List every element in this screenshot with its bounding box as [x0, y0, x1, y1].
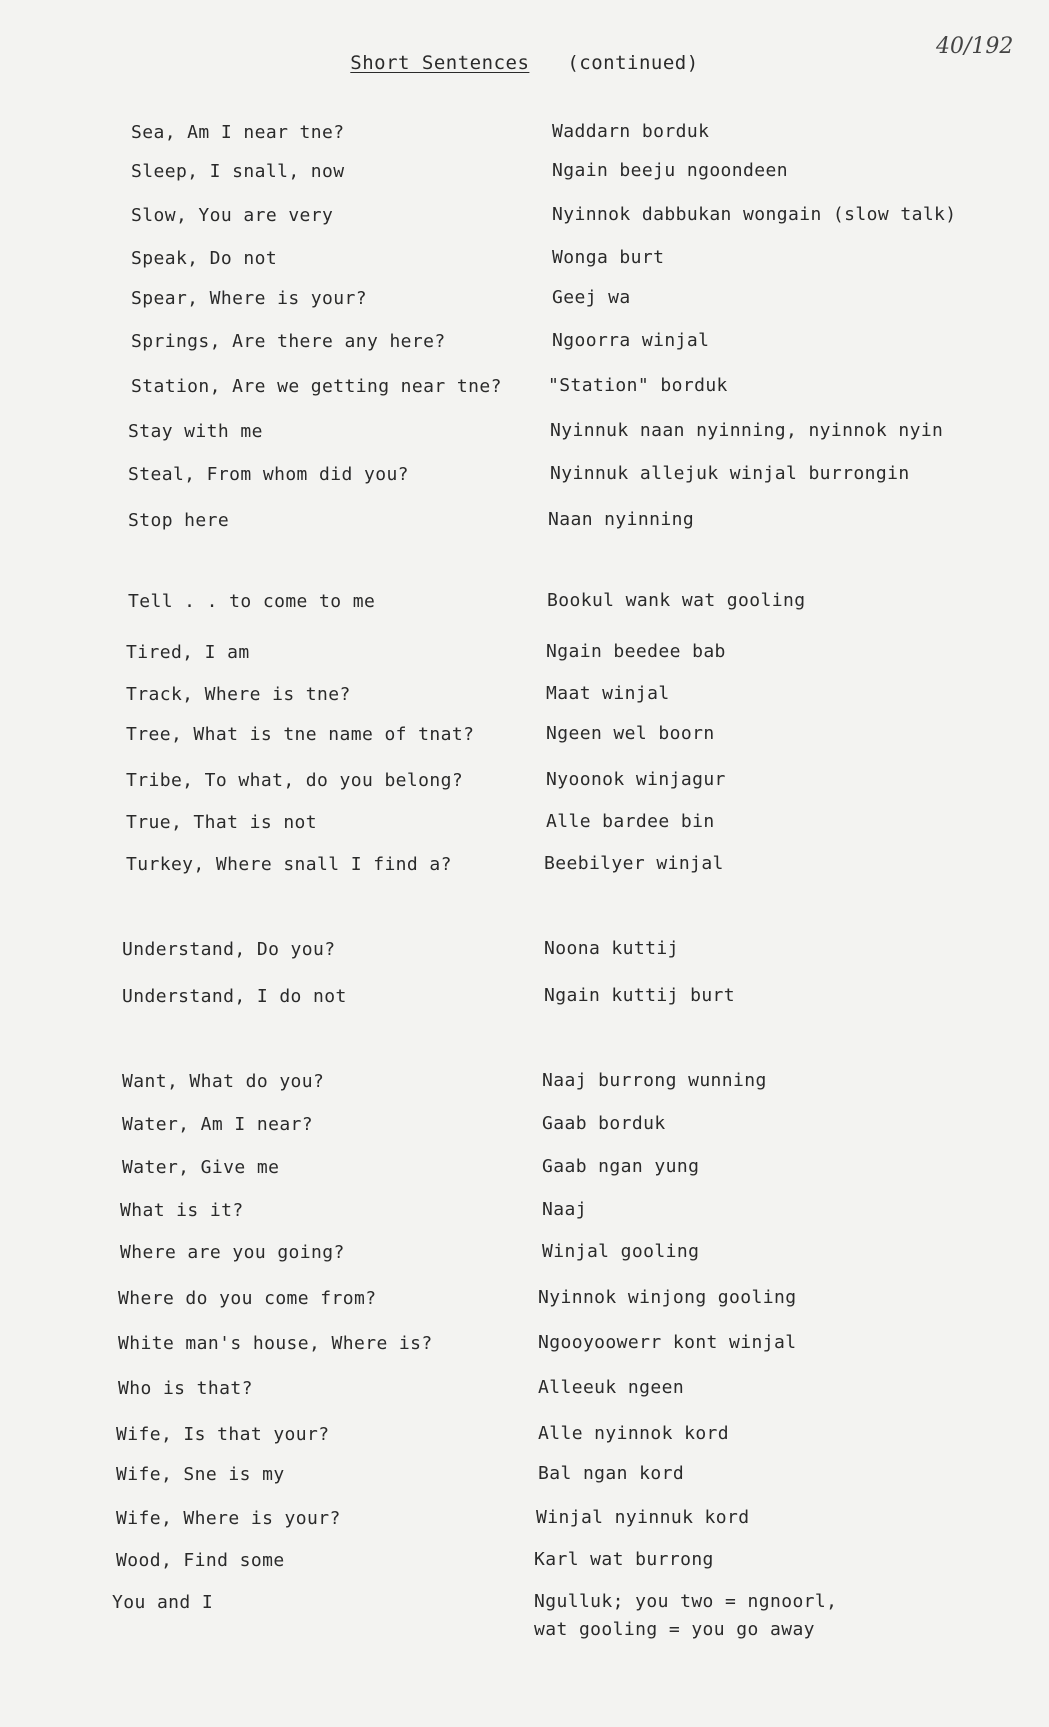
english-phrase: Water, Am I near?	[122, 1114, 314, 1135]
translation-line: Noona kuttij	[544, 938, 679, 959]
translation-line: Beebilyer winjal	[544, 853, 724, 874]
translation	[538, 1284, 796, 1312]
translation-line: Bookul wank wat gooling	[547, 590, 806, 611]
english-phrase: Speak, Do not	[131, 248, 278, 269]
english-phrase: Wood, Find some	[116, 1550, 285, 1571]
translation-line: Bal ngan kord	[538, 1463, 685, 1484]
translation	[542, 1153, 699, 1181]
translation	[547, 587, 805, 615]
translation-line: Naan nyinning	[548, 509, 695, 530]
translation	[546, 808, 715, 836]
english-phrase: Spear, Where is your?	[131, 288, 367, 309]
english-phrase: Track, Where is tne?	[126, 684, 351, 705]
page-number: 40/192	[936, 34, 1014, 59]
translation	[552, 327, 709, 355]
english-phrase: Turkey, Where snall I find a?	[126, 854, 452, 875]
page-header	[0, 52, 1049, 74]
section-title: Short Sentences	[350, 52, 530, 74]
translation	[552, 118, 709, 146]
english-phrase: Tell . . to come to me	[128, 591, 376, 612]
english-phrase: What is it?	[120, 1200, 244, 1221]
translation	[548, 372, 728, 400]
english-phrase: Sea, Am I near tne?	[131, 122, 345, 143]
translation-line: Ngain kuttij burt	[544, 985, 736, 1006]
translation-line: Ngoorra winjal	[552, 330, 710, 351]
translation	[542, 1067, 767, 1095]
translation	[538, 1329, 796, 1357]
english-phrase: Tree, What is tne name of tnat?	[126, 724, 475, 745]
english-phrase: Slow, You are very	[131, 205, 334, 226]
translation	[536, 1504, 750, 1532]
translation	[546, 680, 670, 708]
english-phrase: Understand, I do not	[122, 986, 347, 1007]
translation-line: Nyoonok winjagur	[546, 769, 726, 790]
english-phrase: Station, Are we getting near tne?	[131, 376, 502, 397]
translation	[552, 284, 631, 312]
translation	[534, 1546, 714, 1574]
translation-line: Naaj burrong wunning	[542, 1070, 767, 1091]
translation-line: Ngulluk; you two = ngnoorl,	[534, 1591, 838, 1612]
translation-line: Ngooyoowerr kont winjal	[538, 1332, 797, 1353]
english-phrase: Where do you come from?	[118, 1288, 377, 1309]
translation	[542, 1110, 666, 1138]
english-phrase: Tired, I am	[126, 642, 250, 663]
english-phrase: Springs, Are there any here?	[131, 331, 446, 352]
translation-line: Gaab borduk	[542, 1113, 666, 1134]
english-phrase: Stop here	[128, 510, 230, 531]
translation	[550, 460, 910, 488]
english-phrase: Understand, Do you?	[122, 939, 336, 960]
english-phrase: Water, Give me	[122, 1157, 280, 1178]
translation-line: Alleeuk ngeen	[538, 1377, 685, 1398]
english-phrase: Where are you going?	[120, 1242, 345, 1263]
english-phrase: Tribe, To what, do you belong?	[126, 770, 464, 791]
translation	[544, 850, 724, 878]
translation	[552, 244, 664, 272]
english-phrase: Stay with me	[128, 421, 263, 442]
translation-line: Ngain beedee bab	[546, 641, 726, 662]
translation	[550, 417, 943, 445]
english-phrase: White man's house, Where is?	[118, 1333, 433, 1354]
english-phrase: Wife, Sne is my	[116, 1464, 285, 1485]
translation	[552, 201, 957, 229]
english-phrase: Steal, From whom did you?	[128, 464, 409, 485]
section-subtitle: (continued)	[567, 52, 699, 74]
translation-line: Winjal gooling	[542, 1241, 700, 1262]
translation	[546, 638, 726, 666]
translation	[538, 1420, 729, 1448]
translation	[552, 157, 788, 185]
translation	[546, 720, 715, 748]
translation-line: wat gooling = you go away	[534, 1619, 815, 1640]
translation-line: Winjal nyinnuk kord	[536, 1507, 750, 1528]
translation-line: "Station" borduk	[548, 375, 728, 396]
english-phrase: Sleep, I snall, now	[131, 161, 345, 182]
translation-line: Waddarn borduk	[552, 121, 710, 142]
translation-line: Alle nyinnok kord	[538, 1423, 730, 1444]
translation	[546, 766, 726, 794]
translation-line: Ngain beeju ngoondeen	[552, 160, 788, 181]
translation-line: Alle bardee bin	[546, 811, 715, 832]
translation	[542, 1238, 699, 1266]
translation-line: Nyinnuk allejuk winjal burrongin	[550, 463, 910, 484]
english-phrase: Wife, Is that your?	[116, 1424, 330, 1445]
translation-line: Geej wa	[552, 287, 631, 308]
translation-line: Karl wat burrong	[534, 1549, 714, 1570]
translation	[538, 1374, 684, 1402]
translation	[544, 935, 679, 963]
translation-line: Gaab ngan yung	[542, 1156, 700, 1177]
translation	[534, 1588, 837, 1644]
english-phrase: Wife, Where is your?	[116, 1508, 341, 1529]
translation	[544, 982, 735, 1010]
english-phrase: You and I	[112, 1592, 214, 1613]
translation	[548, 506, 694, 534]
translation-line: Maat winjal	[546, 683, 670, 704]
translation	[538, 1460, 684, 1488]
translation-line: Nyinnok dabbukan wongain (slow talk)	[552, 204, 957, 225]
english-phrase: True, That is not	[126, 812, 318, 833]
translation-line: Nyinnuk naan nyinning, nyinnok nyin	[550, 420, 944, 441]
translation-line: Nyinnok winjong gooling	[538, 1287, 797, 1308]
translation-line: Naaj	[542, 1199, 587, 1220]
english-phrase: Want, What do you?	[122, 1071, 325, 1092]
english-phrase: Who is that?	[118, 1378, 253, 1399]
translation-line: Ngeen wel boorn	[546, 723, 715, 744]
translation-line: Wonga burt	[552, 247, 665, 268]
translation	[542, 1196, 587, 1224]
